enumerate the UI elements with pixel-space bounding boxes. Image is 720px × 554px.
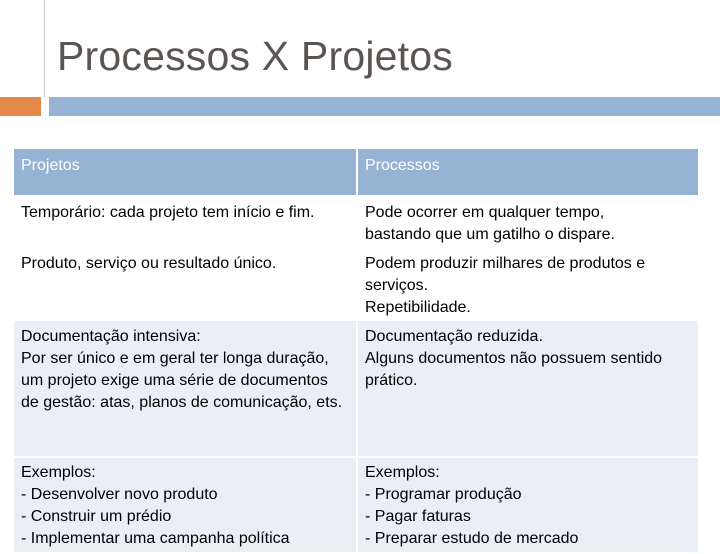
- accent-bar-orange: [0, 97, 41, 116]
- cell-projetos-duration: Temporário: cada projeto tem início e fim.: [14, 197, 358, 248]
- comparison-table-container: [14, 149, 700, 549]
- header-processos: Processos: [358, 149, 700, 197]
- cell-projetos-examples: Exemplos: - Desenvolver novo produto - Construir um prédio - Implementar uma campanha política: [14, 458, 358, 554]
- cell-processos-documentation: Documentação reduzida. Alguns documentos não possuem sentido prático.: [358, 321, 700, 458]
- cell-processos-output: Podem produzir milhares de produtos e serviços. Repetibilidade.: [358, 248, 700, 321]
- header-projetos: Projetos: [14, 149, 358, 197]
- cell-projetos-documentation: Documentação intensiva: Por ser único e em geral ter longa duração, um projeto exige uma série de documentos de gestão: atas, planos de comunicação, ets.: [14, 321, 358, 458]
- comparison-table: [14, 149, 700, 554]
- slide-title: Processos X Projetos: [57, 33, 453, 79]
- accent-bar-blue: [49, 97, 720, 116]
- table-row: [14, 321, 700, 458]
- table-row: [14, 248, 700, 321]
- cell-processos-duration: Pode ocorrer em qualquer tempo, bastando que um gatilho o dispare.: [358, 197, 700, 248]
- cell-projetos-output: Produto, serviço ou resultado único.: [14, 248, 358, 321]
- table-row: [14, 197, 700, 248]
- cell-processos-examples: Exemplos: - Programar produção - Pagar faturas - Preparar estudo de mercado: [358, 458, 700, 554]
- table-header-row: [14, 149, 700, 197]
